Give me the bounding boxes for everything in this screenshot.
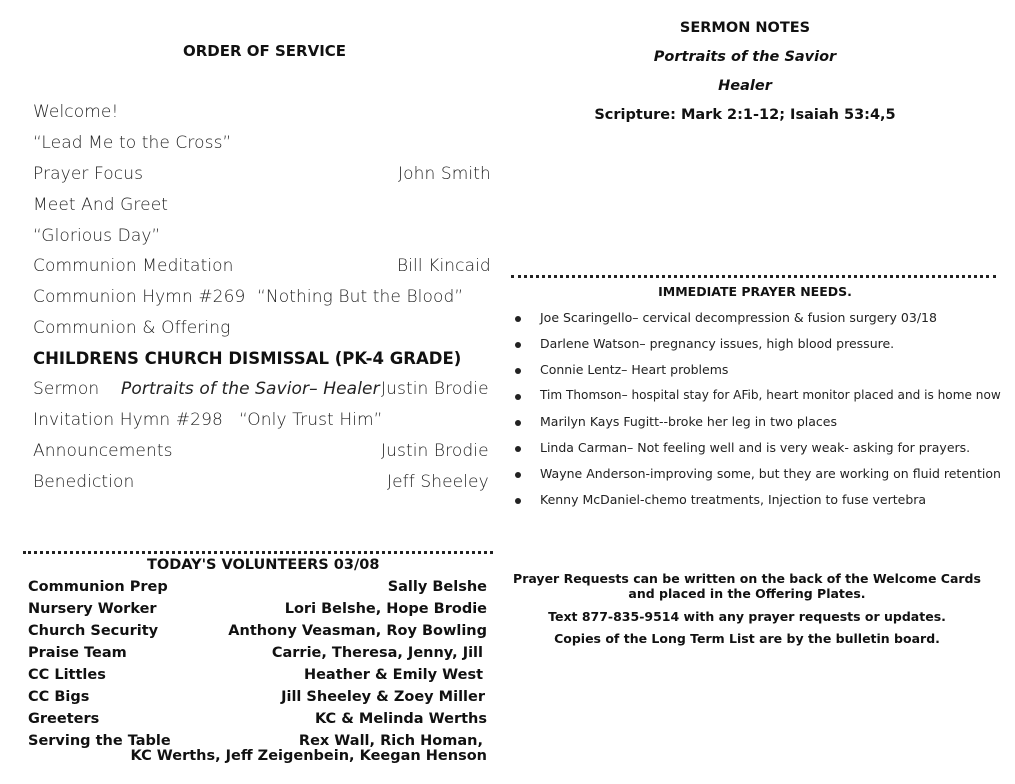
service-item-sermon-speaker: Justin Brodie [381, 379, 489, 399]
prayer-item: Joe Scaringello– cervical decompression & fusion surgery 03/18 [540, 310, 937, 325]
volunteer-names: Rex Wall, Rich Homan, [298, 733, 483, 749]
prayer-request-note-line1: Prayer Requests can be written on the back of the Welcome Cards [513, 571, 981, 586]
service-item-benediction: Benediction [33, 472, 135, 492]
volunteer-role: Communion Prep [28, 579, 168, 595]
bullet-icon [515, 498, 521, 504]
volunteer-role: CC Bigs [28, 689, 90, 705]
bullet-icon [515, 342, 521, 348]
service-item-communion-hymn-title: “Nothing But the Blood” [257, 287, 464, 307]
text-prayer-note: Text 877-835-9514 with any prayer requests or updates. [548, 609, 946, 624]
bullet-icon [515, 316, 521, 322]
service-item-prayer-focus-leader: John Smith [398, 164, 491, 184]
volunteer-names: Carrie, Theresa, Jenny, Jill [271, 645, 483, 661]
service-item-benediction-leader: Jeff Sheeley [387, 472, 489, 492]
volunteer-role: Church Security [28, 623, 159, 639]
prayer-item: Linda Carman– Not feeling well and is very weak- asking for prayers. [540, 440, 971, 455]
service-item-second-song: “Glorious Day” [33, 226, 161, 246]
volunteers-title: TODAY'S VOLUNTEERS 03/08 [147, 557, 380, 573]
service-item-prayer-focus: Prayer Focus [33, 164, 144, 184]
service-item-meet-and-greet: Meet And Greet [33, 195, 169, 215]
prayer-needs-title: IMMEDIATE PRAYER NEEDS. [658, 284, 852, 299]
volunteer-role: CC Littles [28, 667, 106, 683]
volunteer-names: KC & Melinda Werths [314, 711, 487, 727]
volunteer-names: Heather & Emily West [303, 667, 483, 683]
prayer-item: Darlene Watson– pregnancy issues, high blood pressure. [540, 336, 895, 351]
volunteer-names: Sally Belshe [387, 579, 487, 595]
volunteer-names: Anthony Veasman, Roy Bowling [228, 623, 487, 639]
service-item-invitation-hymn-title: “Only Trust Him” [239, 410, 383, 430]
volunteer-role: Nursery Worker [28, 601, 157, 617]
service-item-communion-hymn: Communion Hymn #269 [33, 287, 246, 307]
prayer-divider [511, 275, 996, 278]
volunteer-names-continued: KC Werths, Jeff Zeigenbein, Keegan Henson [130, 748, 487, 764]
bullet-icon [515, 420, 521, 426]
long-term-list-note: Copies of the Long Term List are by the bulletin board. [554, 631, 940, 646]
volunteer-role: Serving the Table [28, 733, 171, 749]
service-item-invitation-hymn: Invitation Hymn #298 [33, 410, 223, 430]
service-item-communion-meditation-leader: Bill Kincaid [397, 256, 491, 276]
volunteer-role: Praise Team [28, 645, 127, 661]
prayer-item: Wayne Anderson-improving some, but they are working on fluid retention [540, 466, 1001, 481]
prayer-item: Marilyn Kays Fugitt--broke her leg in two places [540, 414, 837, 429]
service-item-opening-song: “Lead Me to the Cross” [33, 133, 232, 153]
service-item-communion-meditation: Communion Meditation [33, 256, 234, 276]
bullet-icon [515, 394, 521, 400]
sermon-series: Portraits of the Savior [653, 49, 837, 65]
volunteer-names: Jill Sheeley & Zoey Miller [281, 689, 485, 705]
volunteer-role: Greeters [28, 711, 100, 727]
order-of-service-title: ORDER OF SERVICE [183, 42, 347, 60]
volunteer-names: Lori Belshe, Hope Brodie [284, 601, 487, 617]
bullet-icon [515, 446, 521, 452]
sermon-subtitle: Healer [718, 78, 772, 94]
service-item-communion-offering: Communion & Offering [33, 318, 231, 338]
sermon-notes-title: SERMON NOTES [679, 20, 811, 36]
sermon-scripture: Scripture: Mark 2:1-12; Isaiah 53:4,5 [594, 107, 896, 123]
bullet-icon [515, 472, 521, 478]
service-item-announcements-speaker: Justin Brodie [381, 441, 489, 461]
prayer-item: Tim Thomson– hospital stay for AFib, heart monitor placed and is home now [540, 388, 1001, 402]
service-item-sermon: Sermon [33, 379, 100, 399]
volunteers-divider [23, 551, 493, 554]
prayer-item: Connie Lentz– Heart problems [540, 362, 729, 377]
prayer-item: Kenny McDaniel-chemo treatments, Injection to fuse vertebra [540, 492, 927, 507]
service-item-announcements: Announcements [33, 441, 173, 461]
service-item-sermon-title: Portraits of the Savior– Healer [121, 379, 380, 399]
bullet-icon [515, 368, 521, 374]
service-item-welcome: Welcome! [33, 102, 119, 122]
prayer-request-note-line2: and placed in the Offering Plates. [628, 586, 866, 601]
service-item-childrens-dismissal: CHILDRENS CHURCH DISMISSAL (PK-4 GRADE) [33, 349, 462, 368]
